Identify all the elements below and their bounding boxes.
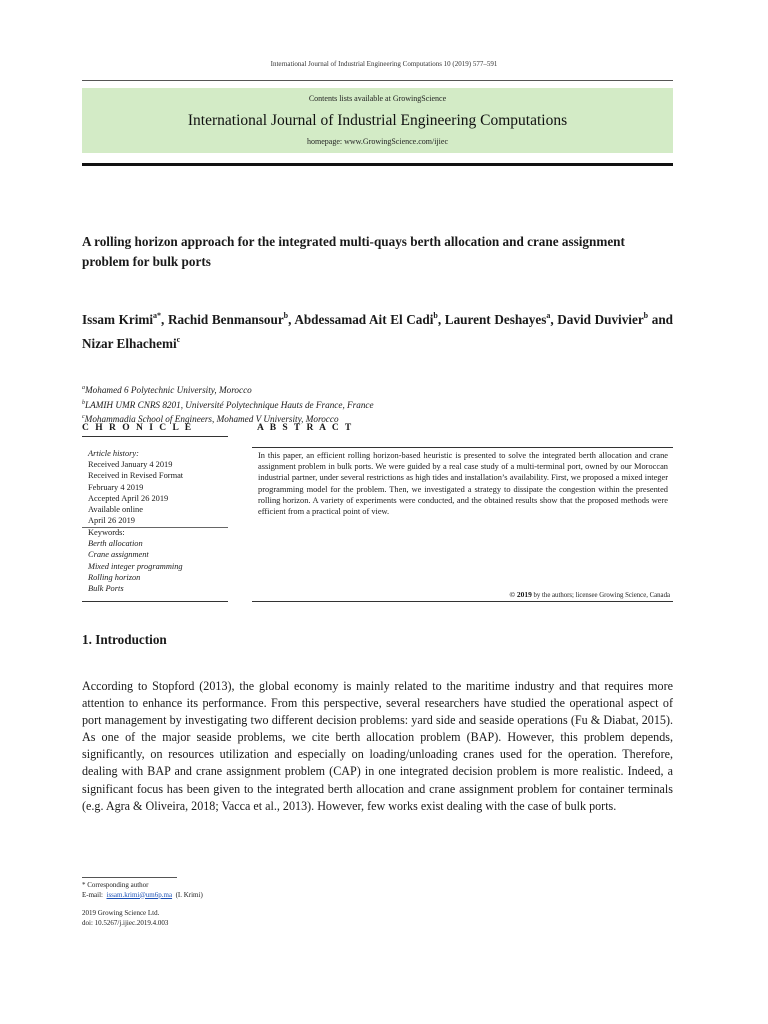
author-sup: c: [176, 335, 181, 344]
author-name: Abdessamad Ait El Cadi: [294, 312, 434, 327]
running-header: International Journal of Industrial Engineering Computations 10 (2019) 577–591: [270, 60, 498, 68]
author-name: Nizar Elhachemi: [82, 336, 177, 351]
keyword: Crane assignment: [88, 550, 149, 560]
chronicle-heading: C H R O N I C L E: [82, 423, 194, 433]
journal-masthead: [82, 88, 673, 153]
aff-sup: a: [82, 385, 85, 391]
publisher-line: 2019 Growing Science Ltd.: [82, 909, 160, 917]
author-name: Issam Krimi: [82, 312, 154, 327]
copyright-line: [252, 590, 670, 599]
corresponding-author: * Corresponding author: [82, 881, 149, 889]
chronicle-top-rule: [82, 436, 228, 437]
copyright-year: © 2019: [509, 590, 532, 599]
abstract-heading: A B S T R A C T: [257, 423, 354, 433]
chronicle-bottom-rule: [82, 601, 228, 602]
affiliation: [82, 397, 374, 412]
author-name: Rachid Benmansour: [167, 312, 284, 327]
journal-homepage[interactable]: homepage: www.GrowingScience.com/ijiec: [307, 137, 448, 146]
keyword: Berth allocation: [88, 539, 143, 549]
aff-text: Mohamed 6 Polytechnic University, Morocco: [85, 385, 252, 395]
history-line: April 26 2019: [88, 516, 135, 526]
aff-sup: c: [82, 414, 85, 420]
footnote-rule: [82, 877, 177, 878]
keywords: [88, 527, 183, 594]
author-sup: b: [433, 311, 438, 320]
keyword: Bulk Ports: [88, 584, 124, 594]
history-label: Article history:: [88, 449, 139, 458]
author-sep: ,: [161, 312, 168, 327]
history-line: Accepted April 26 2019: [88, 493, 169, 503]
keyword: Rolling horizon: [88, 572, 141, 582]
aff-text: Mohammadia School of Engineers, Mohamed V University, Morocco: [84, 414, 339, 424]
email-name: (I. Krimi): [175, 890, 203, 899]
author-sep: and: [648, 312, 674, 327]
author-name: David Duvivier: [557, 312, 644, 327]
author-sup: b: [283, 311, 289, 320]
contents-available: Contents lists available at GrowingScience: [308, 94, 447, 103]
keywords-label: Keywords:: [88, 528, 125, 537]
history-line: Available online: [88, 505, 143, 515]
history-line: February 4 2019: [88, 482, 144, 492]
affiliations: [82, 382, 374, 426]
email-link[interactable]: issam.krimi@um6p.ma: [106, 890, 173, 899]
affiliation: [82, 382, 374, 397]
abstract-text: In this paper, an efficient rolling horizon-based heuristic is presented to solve the integrated berth allocation and crane assignment problem in bulk ports. We were guided by a real case study of a multi-terminal port, owned by our Moroccan industrial partner, under several restrictions as high tides and installation’s availability. First, we proposed a mixed integer programming model for the problem. Then, we investigated a strategy to dissipate the congestion within the presented rolling horizon. A variety of experiments were conducted, and the obtained results show that the proposed methods were efficient from a practical point of view.: [258, 451, 668, 517]
aff-sup: b: [82, 399, 85, 406]
header-rule: [82, 80, 673, 81]
masthead-rule: [82, 163, 673, 166]
author-sep: ,: [288, 312, 295, 327]
author-list: [82, 306, 673, 354]
author-sep: ,: [550, 312, 558, 327]
history-line: Received in Revised Format: [88, 471, 184, 481]
author-sup: a: [546, 311, 551, 320]
journal-title: International Journal of Industrial Engineering Computations: [187, 112, 568, 129]
author-sup: b: [643, 311, 649, 320]
keyword: Mixed integer programming: [88, 561, 183, 571]
history-line: Received January 4 2019: [88, 460, 173, 470]
email-line: [82, 891, 203, 901]
author-name: Laurent Deshayes: [444, 312, 547, 327]
email-label: E-mail:: [82, 890, 103, 899]
doi-line[interactable]: doi: 10.5267/j.ijiec.2019.4.003: [82, 918, 169, 927]
section-heading-introduction: 1. Introduction: [82, 632, 167, 647]
author-sup: a*: [153, 311, 162, 320]
article-history: [88, 448, 226, 526]
aff-text: LAMIH UMR CNRS 8201, Université Polytechnique Hauts de France, France: [85, 399, 374, 410]
author-sep: ,: [437, 312, 445, 327]
abstract-bottom-rule: [252, 601, 673, 602]
paper-title: A rolling horizon approach for the integrated multi-quays berth allocation and crane assignment problem for bulk ports: [82, 234, 625, 269]
copyright-rest: by the authors; licensee Growing Science, Canada: [533, 592, 670, 599]
abstract-top-rule: [252, 447, 673, 448]
publication-info: [82, 909, 168, 928]
introduction-paragraph: According to Stopford (2013), the global economy is mainly related to the maritime industry and that requires more attention to enhance its performance. From this perspective, several researchers have studied the operational aspect of port management by investigating two different decision problems: yard side and seaside operations (Fu & Diabat, 2015). As one of the major seaside problems, we cite berth allocation problem (BAP). However, this problem depends, significantly, on resources utilization and especially on loading/unloading cranes used for the operation. Therefore, dealing with BAP and crane assignment problem (CAP) in one integrated decision problem is more realistic. Indeed, a significant focus has been given to the integrated berth allocation and crane assignment problem for container terminals (e.g. Agra & Oliveira, 2018; Vacca et al., 2013). However, few works exist dealing with the case of bulk ports.: [82, 679, 673, 813]
footnote: [82, 881, 203, 900]
